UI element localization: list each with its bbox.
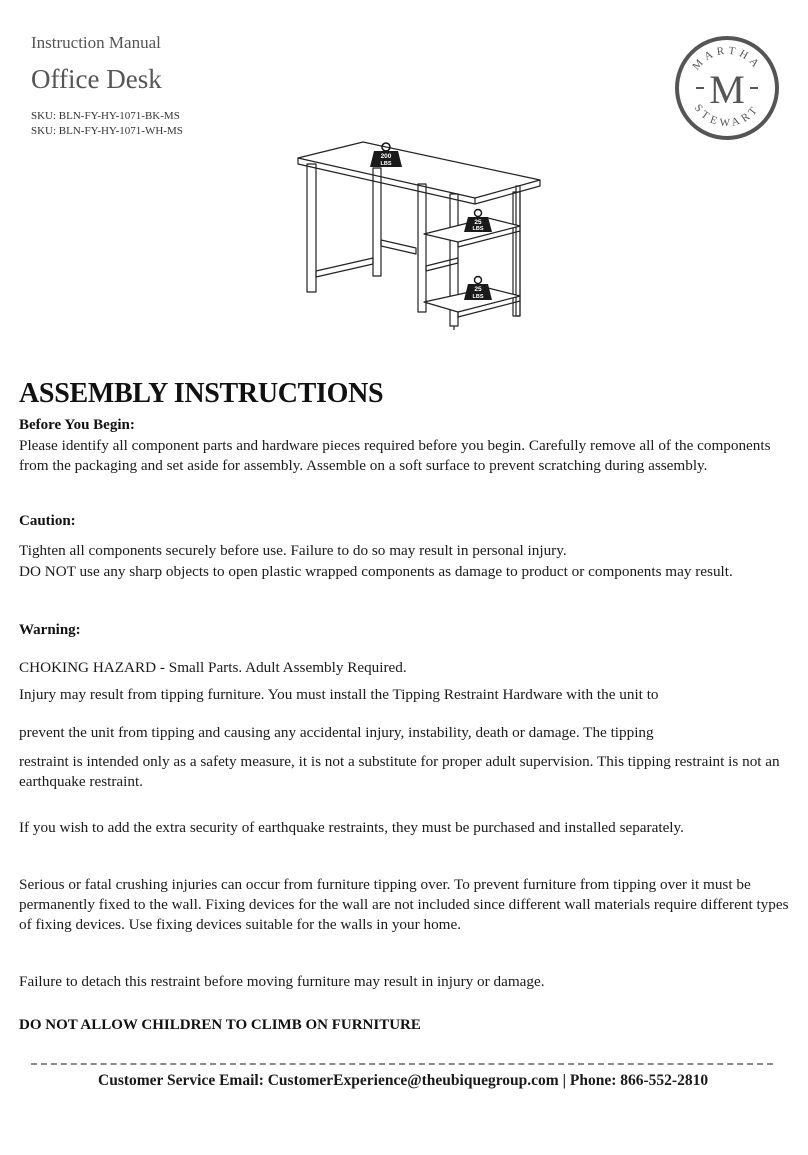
tag-lower-shelf-weight	[464, 277, 492, 301]
tag-lower-shelf-unit: LBS	[472, 294, 484, 300]
product-title: Office Desk	[31, 64, 162, 94]
manual-label: Instruction Manual	[31, 33, 161, 52]
choking-hazard-text: CHOKING HAZARD - Small Parts. Adult Assembly Required.	[19, 659, 407, 676]
warning-heading: Warning:	[19, 622, 81, 638]
brand-logo	[672, 28, 782, 148]
customer-service-footer: Customer Service Email: CustomerExperience@theubiquegroup.com | Phone: 866-552-2810	[98, 1072, 709, 1089]
tag-desktop-unit: LBS	[380, 161, 392, 167]
logo-bottom-text: STEWART	[691, 102, 763, 130]
tipping-text-3: restraint is intended only as a safety measure, it is not a substitute for proper adult supervision. This tipping restraint is not an earthquake restraint.	[19, 753, 780, 790]
sku-white: SKU: BLN-FY-HY-1071-WH-MS	[31, 125, 183, 137]
footer-divider	[31, 1063, 773, 1065]
desk-illustration	[288, 130, 548, 340]
tag-upper-shelf-unit: LBS	[472, 226, 484, 232]
tag-desktop-value: 200	[380, 153, 392, 160]
tag-upper-shelf-weight	[464, 210, 492, 233]
detach-restraint-text: Failure to detach this restraint before moving furniture may result in injury or damage.	[19, 973, 545, 990]
earthquake-text: If you wish to add the extra security of earthquake restraints, they must be purchased and installed separately.	[19, 819, 684, 836]
caution-text-2: DO NOT use any sharp objects to open plastic wrapped components as damage to product or components may result.	[19, 563, 733, 580]
caution-heading: Caution:	[19, 513, 76, 529]
sku-black: SKU: BLN-FY-HY-1071-BK-MS	[31, 110, 180, 122]
tag-lower-shelf-value: 25	[474, 286, 482, 293]
crushing-injury-text: Serious or fatal crushing injuries can occur from furniture tipping over. To prevent furniture from tipping over it must be permanently fixed to the wall. Fixing devices for the wall are not included since different wall materials require different types of fixing devices. Use fixing devices suitable for the walls in your home.	[19, 876, 789, 933]
climb-warning: DO NOT ALLOW CHILDREN TO CLIMB ON FURNITURE	[19, 1017, 421, 1033]
before-you-begin-heading: Before You Begin:	[19, 417, 135, 433]
tag-upper-shelf-value: 25	[474, 219, 482, 226]
tipping-text-2: prevent the unit from tipping and causing any accidental injury, instability, death or damage. The tipping	[19, 724, 654, 741]
logo-top-text: MARTHA	[690, 44, 764, 73]
tipping-text-1: Injury may result from tipping furniture. You must install the Tipping Restraint Hardware with the unit to	[19, 686, 659, 703]
before-you-begin-text: Please identify all component parts and hardware pieces required before you begin. Carefully remove all of the components from the packaging and set aside for assembly. Assemble on a soft surface to prevent scratching during assembly.	[19, 437, 771, 474]
page-heading: ASSEMBLY INSTRUCTIONS	[19, 378, 384, 409]
logo-letter: M	[709, 67, 745, 112]
caution-text-1: Tighten all components securely before use. Failure to do so may result in personal injury.	[19, 542, 567, 559]
